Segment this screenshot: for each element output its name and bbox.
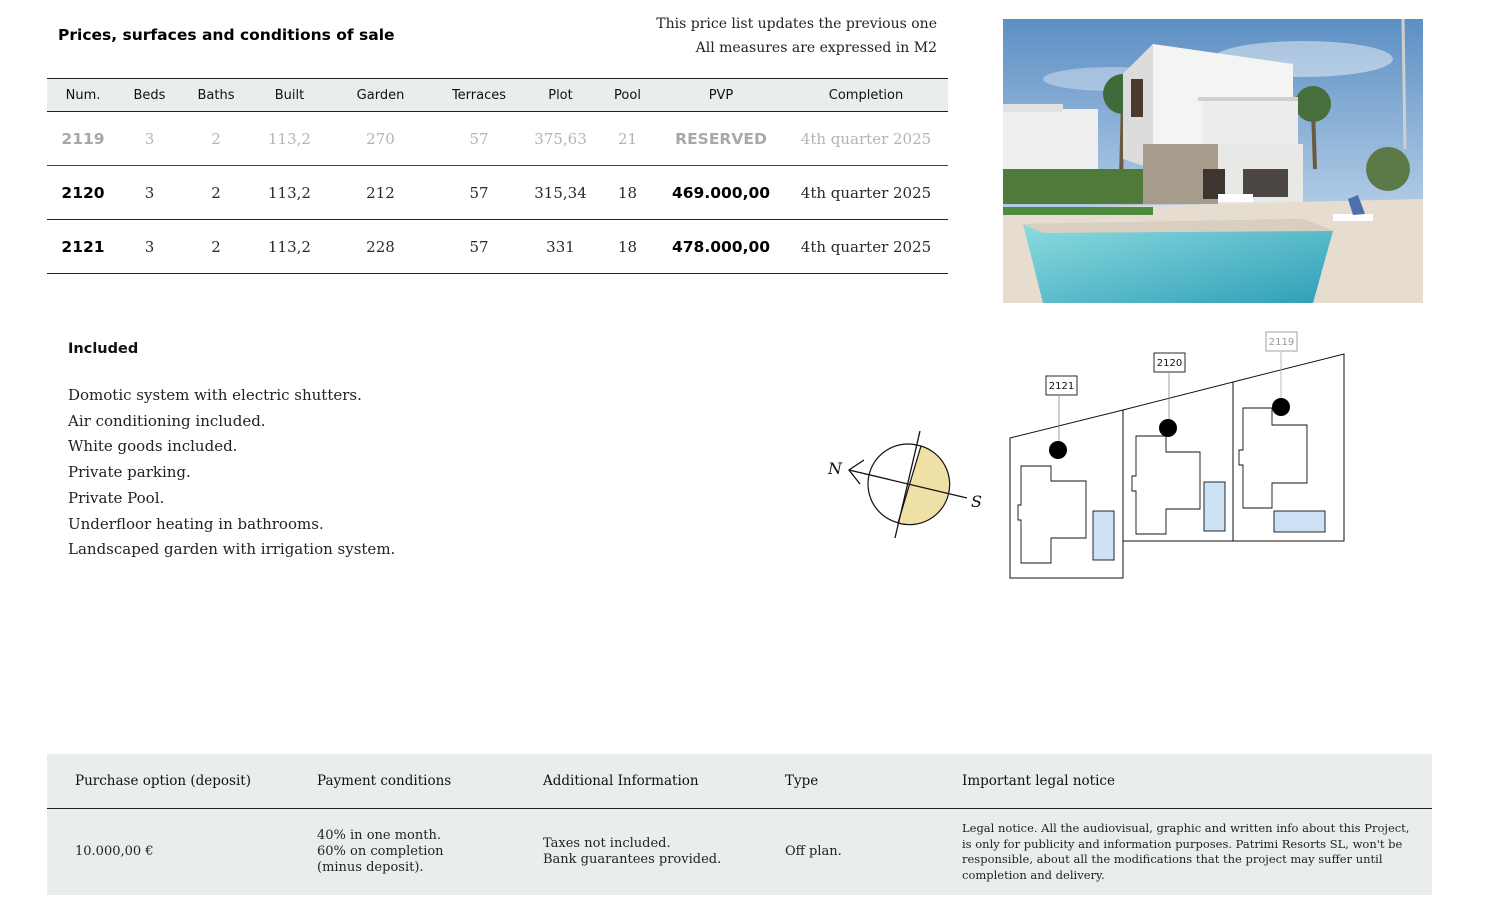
price-list-note: This price list updates the previous one [656,16,937,32]
plot-label-2119: 2119 [1268,337,1295,348]
table-row [47,166,948,220]
col-payment: Payment conditions [289,754,515,809]
price-value: RESERVED [658,112,784,166]
terraces-value: 57 [434,112,524,166]
table-row [47,112,948,166]
list-item: Landscaped garden with irrigation system. [68,540,396,559]
col-plot: Plot [524,79,597,112]
col-num: Num. [47,79,119,112]
beds-value: 3 [119,220,180,274]
col-terraces: Terraces [434,79,524,112]
pool-value: 18 [597,220,658,274]
price-table [47,78,948,274]
col-additional: Additional Information [515,754,757,809]
baths-value: 2 [180,220,252,274]
col-beds: Beds [119,79,180,112]
baths-value: 2 [180,166,252,220]
additional-value [515,809,757,896]
type-value: Off plan. [785,844,842,859]
col-pool: Pool [597,79,658,112]
price-value: 469.000,00 [658,166,784,220]
beds-value: 3 [119,112,180,166]
additional-line: Taxes not included. [543,836,671,851]
payment-line: (minus deposit). [317,860,424,875]
beds-value: 3 [119,166,180,220]
conditions-header [47,754,1432,809]
col-legal: Important legal notice [934,754,1432,809]
unit-number: 2119 [47,112,119,166]
compass-north-label: N [828,459,842,478]
table-row [47,220,948,274]
built-value: 113,2 [252,112,327,166]
built-value: 113,2 [252,166,327,220]
payment-value [289,809,515,896]
plot-value: 331 [524,220,597,274]
legal-notice: Legal notice. All the audiovisual, graphic and written info about this Project, is only for publicity and information purposes. Patrimi Resorts SL, won't be responsible, about all the modifications that the project may suffer until completion and delivery. [962,821,1410,882]
payment-line: 40% in one month. [317,828,441,843]
included-title: Included [68,341,139,357]
compass-south-label: S [971,492,982,511]
plot-value: 375,63 [524,112,597,166]
measures-note: All measures are expressed in M2 [695,40,937,56]
unit-number: 2120 [47,166,119,220]
payment-line: 60% on completion [317,844,444,859]
built-value: 113,2 [252,220,327,274]
completion-value: 4th quarter 2025 [784,220,948,274]
completion-value: 4th quarter 2025 [784,166,948,220]
conditions-row [47,809,1432,896]
col-type: Type [757,754,934,809]
col-pvp: PVP [658,79,784,112]
site-plan [1005,328,1350,586]
included-list [68,383,395,563]
garden-value: 270 [327,112,434,166]
price-table-header [47,79,948,112]
list-item: Private parking. [68,463,191,482]
plot-value: 315,34 [524,166,597,220]
completion-value: 4th quarter 2025 [784,112,948,166]
property-photo [1003,19,1423,303]
col-deposit: Purchase option (deposit) [47,754,289,809]
terraces-value: 57 [434,220,524,274]
list-item: Domotic system with electric shutters. [68,386,362,404]
list-item: Private Pool. [68,488,165,507]
list-item: Air conditioning included. [68,411,266,430]
deposit-value: 10.000,00 € [75,844,154,859]
compass-icon [820,426,990,546]
terraces-value: 57 [434,166,524,220]
col-baths: Baths [180,79,252,112]
pool-value: 21 [597,112,658,166]
plot-label-2120: 2120 [1156,358,1183,369]
garden-value: 212 [327,166,434,220]
col-completion: Completion [784,79,948,112]
pool-value: 18 [597,166,658,220]
col-built: Built [252,79,327,112]
additional-line: Bank guarantees provided. [543,852,722,867]
col-garden: Garden [327,79,434,112]
price-value: 478.000,00 [658,220,784,274]
list-item: Underfloor heating in bathrooms. [68,514,324,533]
conditions-table [47,754,1432,895]
baths-value: 2 [180,112,252,166]
plot-label-2121: 2121 [1048,381,1075,392]
page-title: Prices, surfaces and conditions of sale [58,26,395,44]
garden-value: 228 [327,220,434,274]
unit-number: 2121 [47,220,119,274]
list-item: White goods included. [68,437,238,456]
